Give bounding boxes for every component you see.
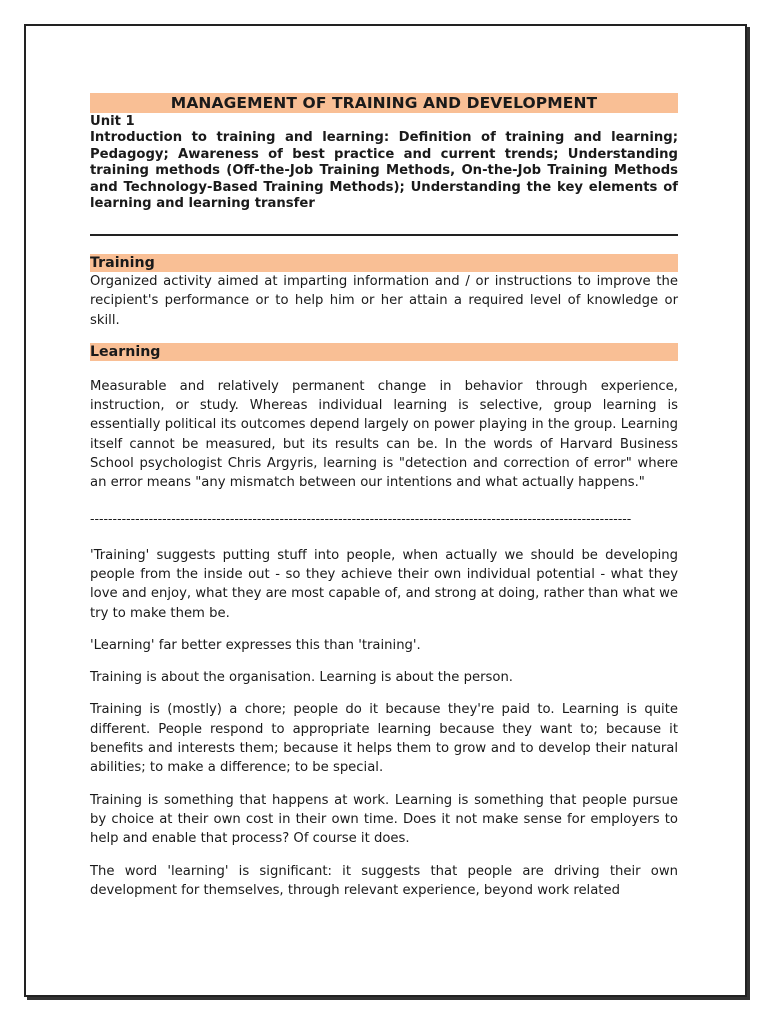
body-paragraph-3: Training is about the organisation. Learning is about the person. — [90, 670, 513, 686]
body-paragraph-6: The word 'learning' is significant: it suggests that people are driving their own development for themselves, through relevant experience, beyond work related — [90, 863, 678, 898]
body-paragraph-4: Training is (mostly) a chore; people do it because they're paid to. Learning is quite different. People respond to appropriate learning because they want to; because it benefits and interests them; because it helps them to grow and to develop their natural abilities; to make a difference; to be special. — [90, 702, 678, 776]
section-heading-learning: Learning — [90, 343, 678, 361]
body-paragraph-5: Training is something that happens at work. Learning is something that people pursue by choice at their own cost in their own time. Does it not make sense for employers to help and enable that process? Of course it does. — [90, 792, 678, 847]
learning-definition: Measurable and relatively permanent change in behavior through experience, instruction, or study. Whereas individual learning is selective, group learning is essentially political its outcomes depend largely on power playing in the group. Learning itself cannot be measured, but its results can be. In the words of Harvard Business School psychologist Chris Argyris, learning is "detection and correction of error" where an error means "any mismatch between our intentions and what actually happens." — [90, 378, 678, 491]
unit-intro: Introduction to training and learning: Definition of training and learning; Pedagogy; Awareness of best practice and current trends; Understanding training methods (Off-the-Job Training Methods, On-the-Job Training Methods and Technology-Based Training Methods); Understanding the key elements of learning and learning transfer — [90, 130, 678, 212]
document-title: MANAGEMENT OF TRAINING AND DEVELOPMENT — [90, 93, 678, 113]
body-paragraph-1: 'Training' suggests putting stuff into people, when actually we should be developing people from the inside out - so they achieve their own individual potential - what they love and enjoy, what they are most capable of, and strong at doing, rather than what we try to make them be. — [90, 547, 678, 621]
divider-rule — [90, 234, 678, 236]
training-definition: Organized activity aimed at imparting information and / or instructions to improve the recipient's performance or to help him or her attain a required level of knowledge or skill. — [90, 273, 678, 328]
dashed-separator: ------------------------------------------------------------------------------------------------------------------------ — [90, 510, 632, 526]
unit-label: Unit 1 — [90, 114, 135, 129]
body-paragraph-2: 'Learning' far better expresses this than 'training'. — [90, 637, 421, 653]
section-heading-training: Training — [90, 254, 678, 272]
document-body — [90, 93, 678, 900]
